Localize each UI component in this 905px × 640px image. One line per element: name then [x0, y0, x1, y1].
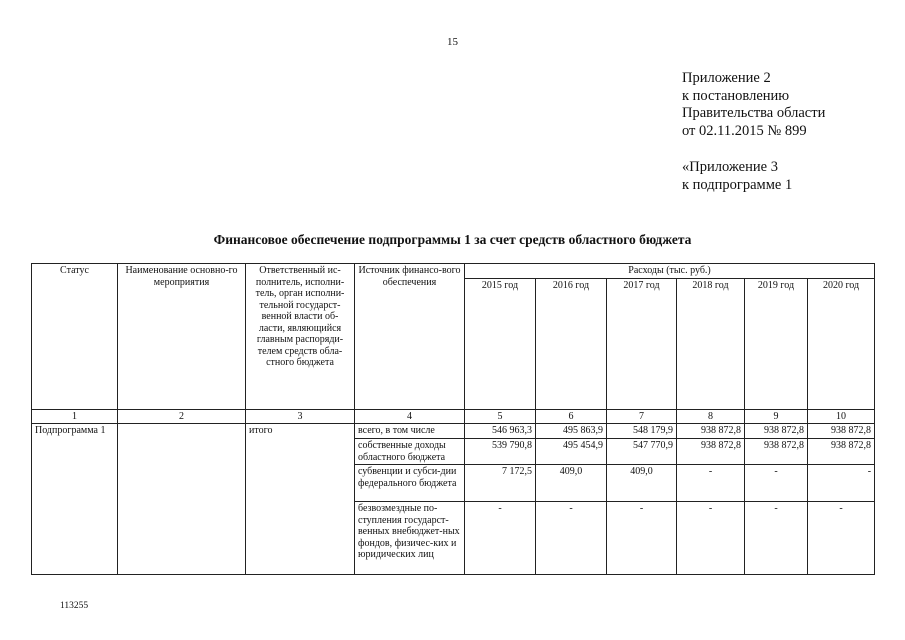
header-funding-source: Источник финансо-вого обеспечения — [355, 264, 465, 410]
header-status: Статус — [32, 264, 118, 410]
column-number: 5 — [465, 409, 536, 424]
column-number: 7 — [607, 409, 677, 424]
value-cell: 938 872,8 — [677, 424, 745, 439]
header-expenses: Расходы (тыс. руб.) — [465, 264, 875, 279]
funding-source-cell: всего, в том числе — [355, 424, 465, 439]
document-title: Финансовое обеспечение подпрограммы 1 за счет средств областного бюджета — [213, 232, 692, 247]
column-number: 1 — [32, 409, 118, 424]
value-cell: - — [677, 465, 745, 502]
appendix-line: Правительства области — [682, 105, 826, 121]
appendix-line: Приложение 2 — [682, 70, 771, 86]
header-responsible: Ответственный ис-полнитель, исполни-тель, орган исполни-тельной государст-венной власти об-ласти, являющийся главным распоряди-телем средств обла-стного бюджета — [246, 264, 355, 410]
value-cell: 938 872,8 — [677, 439, 745, 465]
header-year: 2016 год — [536, 278, 607, 409]
funding-source-cell: собственные доходы областного бюджета — [355, 439, 465, 465]
column-number: 3 — [246, 409, 355, 424]
appendix-line: к подпрограмме 1 — [682, 176, 793, 193]
column-number: 2 — [118, 409, 246, 424]
value-cell: - — [536, 502, 607, 575]
value-cell: - — [607, 502, 677, 575]
value-cell: 409,0 — [536, 465, 607, 502]
column-number: 6 — [536, 409, 607, 424]
activity-name-cell — [118, 424, 246, 575]
appendix-line: от 02.11.2015 № 899 — [682, 122, 807, 139]
value-cell: 938 872,8 — [745, 424, 808, 439]
table-row — [32, 424, 875, 439]
header-year: 2019 год — [745, 278, 808, 409]
financing-table — [31, 263, 875, 575]
value-cell: 547 770,9 — [607, 439, 677, 465]
funding-source-cell: безвозмездные по-ступления государст-венных внебюджет-ных фондов, физичес-ких и юридических лиц — [355, 502, 465, 575]
value-cell: 546 963,3 — [465, 424, 536, 439]
column-number: 4 — [355, 409, 465, 424]
value-cell: 938 872,8 — [808, 439, 875, 465]
page-number: 15 — [447, 36, 458, 48]
header-year: 2020 год — [808, 278, 875, 409]
value-cell: - — [677, 502, 745, 575]
value-cell: 548 179,9 — [607, 424, 677, 439]
header-activity-name: Наименование основно-го мероприятия — [118, 264, 246, 410]
header-year: 2018 год — [677, 278, 745, 409]
value-cell: 938 872,8 — [808, 424, 875, 439]
value-cell: 495 863,9 — [536, 424, 607, 439]
value-cell: 7 172,5 — [465, 465, 536, 502]
appendix-line: к постановлению — [682, 87, 790, 104]
column-number: 10 — [808, 409, 875, 424]
column-number: 8 — [677, 409, 745, 424]
funding-source-cell: субвенции и субси-дии федерального бюджета — [355, 465, 465, 502]
value-cell: 495 454,9 — [536, 439, 607, 465]
status-cell: Подпрограмма 1 — [32, 424, 118, 575]
value-cell: - — [808, 502, 875, 575]
header-year: 2015 год — [465, 278, 536, 409]
value-cell: - — [745, 465, 808, 502]
value-cell: 539 790,8 — [465, 439, 536, 465]
value-cell: - — [808, 465, 875, 502]
appendix-line: «Приложение 3 — [682, 159, 778, 175]
responsible-cell: итого — [246, 424, 355, 575]
appendix-header — [682, 70, 825, 194]
column-number: 9 — [745, 409, 808, 424]
header-year: 2017 год — [607, 278, 677, 409]
document-code: 113255 — [60, 601, 89, 611]
value-cell: 409,0 — [607, 465, 677, 502]
value-cell: 938 872,8 — [745, 439, 808, 465]
value-cell: - — [465, 502, 536, 575]
value-cell: - — [745, 502, 808, 575]
